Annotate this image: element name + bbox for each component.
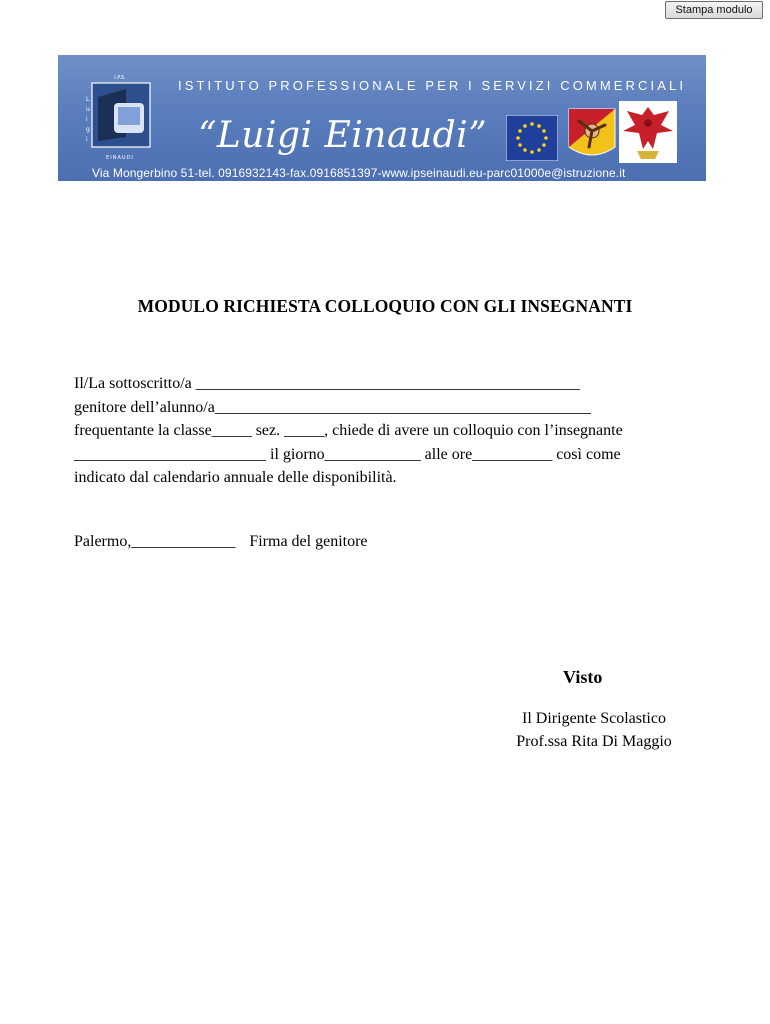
place-date: Palermo,_____________ (74, 533, 236, 550)
body-line-student: genitore dell’alunno/a_______________________________________________ (74, 398, 591, 416)
svg-text:L: L (86, 96, 90, 103)
svg-text:I.P.S.: I.P.S. (114, 75, 126, 81)
body-line-class: frequentante la classe_____ sez. _____, chiede di avere un colloquio con l’insegnante (74, 422, 623, 439)
svg-text:i: i (86, 116, 88, 123)
print-form-button[interactable]: Stampa modulo (665, 1, 763, 19)
place-date-line (74, 533, 368, 551)
school-name: “Luigi Einaudi” (198, 115, 488, 156)
body-line-teacher: ________________________ il giorno____________ alle ore__________ così come (74, 445, 621, 463)
eu-flag-icon (506, 115, 558, 161)
visto-heading: Visto (563, 667, 603, 687)
school-logo (80, 67, 160, 167)
svg-text:i: i (86, 136, 88, 143)
parent-signature-label: Firma del genitore (249, 533, 368, 550)
school-banner (58, 55, 706, 181)
institute-type: ISTITUTO PROFESSIONALE PER I SERVIZI COMMERCIALI (178, 78, 687, 93)
sicily-flag-icon (567, 107, 617, 163)
signer-role: Il Dirigente Scolastico (522, 710, 666, 727)
school-address: Via Mongerbino 51-tel. 0916932143-fax.0916851397-www.ipseinaudi.eu-parc01000e@istruzione.it (92, 166, 626, 180)
body-line-calendar: indicato dal calendario annuale delle disponibilità. (74, 469, 397, 486)
request-body (74, 372, 704, 490)
body-line-parent: Il/La sottoscritto/a ________________________________________________ (74, 375, 580, 392)
palermo-eagle-icon (619, 101, 677, 163)
principal-signature (480, 707, 708, 753)
svg-text:EINAUDI: EINAUDI (106, 155, 134, 161)
signer-name: Prof.ssa Rita Di Maggio (516, 733, 672, 750)
form-title: MODULO RICHIESTA COLLOQUIO CON GLI INSEGNANTI (137, 296, 633, 316)
svg-text:u: u (86, 106, 90, 113)
svg-text:g: g (86, 126, 90, 133)
